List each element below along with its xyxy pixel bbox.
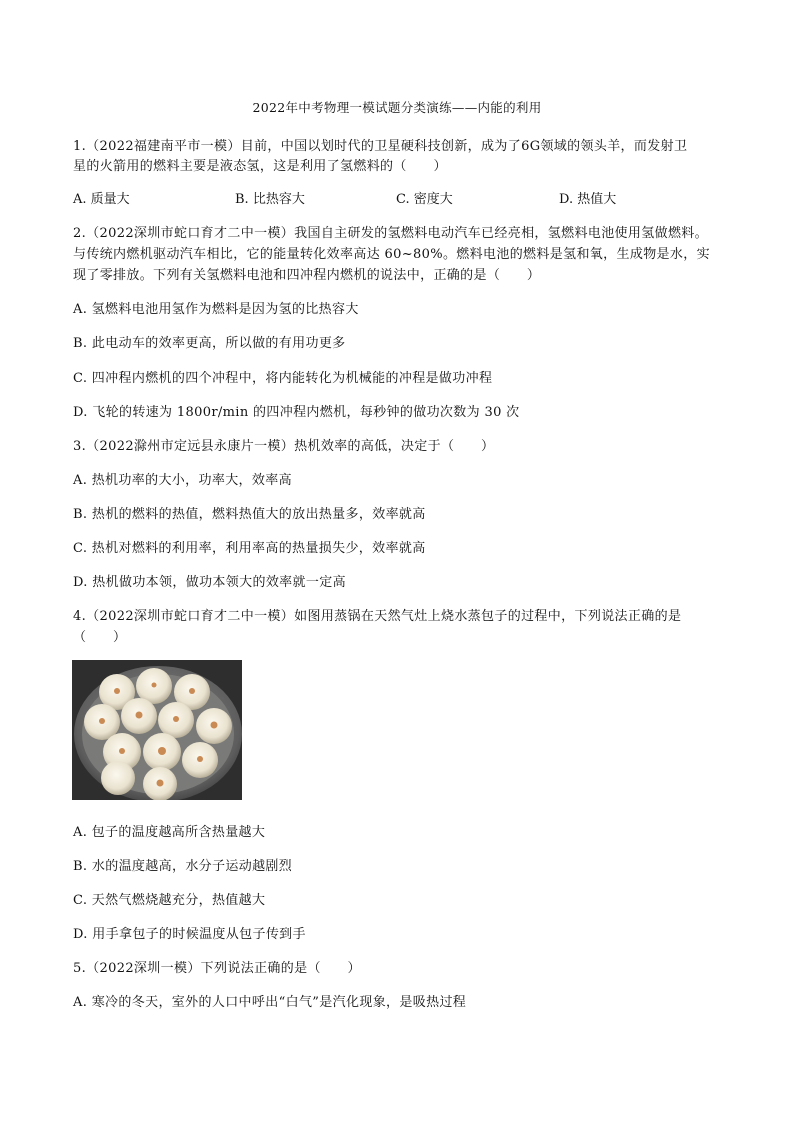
q4-stem-line-2: （ ） <box>73 630 127 645</box>
q2-stem-line-2: 与传统内燃机驱动汽车相比，它的能量转化效率高达 60~80%。燃料电池的燃料是氢和氧，生成物是水，实 <box>73 247 710 262</box>
q5-option-a: A. 寒冷的冬天，室外的人口中呼出“白气”是汽化现象，是吸热过程 <box>73 995 467 1010</box>
q2-stem-line-3: 现了零排放。下列有关氢燃料电池和四冲程内燃机的说法中，正确的是（ ） <box>73 268 541 283</box>
q3-stem-line-1: 3.（2022滁州市定远县永康片一模）热机效率的高低，决定于（ ） <box>73 439 495 454</box>
q1-stem-line-2: 星的火箭用的燃料主要是液态氢，这是利用了氢燃料的（ ） <box>73 159 447 174</box>
q5-stem-line-1: 5.（2022深圳一模）下列说法正确的是（ ） <box>73 961 361 976</box>
steamed-buns-photo <box>72 660 242 800</box>
q4-stem-line-1: 4.（2022深圳市蛇口育才二中一模）如图用蒸锅在天然气灶上烧水蒸包子的过程中，下列说法正确的是 <box>73 609 682 624</box>
q1-stem-line-1: 1.（2022福建南平市一模）目前，中国以划时代的卫星硬科技创新，成为了6G领域的领头羊，而发射卫 <box>73 139 688 154</box>
steamer-illustration <box>72 660 242 800</box>
page-title: 2022年中考物理一模试题分类演练——内能的利用 <box>252 100 542 115</box>
q3-option-c: C. 热机对燃料的利用率，利用率高的热量损失少，效率就高 <box>73 541 426 556</box>
q1-options <box>73 188 733 206</box>
q3-option-d: D. 热机做功本领，做功本领大的效率就一定高 <box>73 575 346 590</box>
q2-option-c: C. 四冲程内燃机的四个冲程中，将内能转化为机械能的冲程是做功冲程 <box>73 371 493 386</box>
q3-option-a: A. 热机功率的大小，功率大，效率高 <box>73 473 292 488</box>
q2-option-b: B. 此电动车的效率更高，所以做的有用功更多 <box>73 336 346 351</box>
q1-option-d: D. 热值大 <box>559 192 617 207</box>
q4-option-b: B. 水的温度越高，水分子运动越剧烈 <box>73 859 293 874</box>
q2-option-d: D. 飞轮的转速为 1800r/min 的四冲程内燃机，每秒钟的做功次数为 30 次 <box>73 405 520 420</box>
q1-option-b: B. 比热容大 <box>235 192 305 207</box>
q4-option-d: D. 用手拿包子的时候温度从包子传到手 <box>73 927 306 942</box>
q1-option-c: C. 密度大 <box>396 192 453 207</box>
q4-option-a: A. 包子的温度越高所含热量越大 <box>73 825 266 840</box>
q1-option-a: A. 质量大 <box>73 192 130 207</box>
q3-option-b: B. 热机的燃料的热值，燃料热值大的放出热量多，效率就高 <box>73 507 426 522</box>
q2-stem-line-1: 2.（2022深圳市蛇口育才二中一模）我国自主研发的氢燃料电动汽车已经亮相，氢燃料电池使用氢做燃料。 <box>73 226 708 241</box>
q4-option-c: C. 天然气燃烧越充分，热值越大 <box>73 893 266 908</box>
q2-option-a: A. 氢燃料电池用氢作为燃料是因为氢的比热容大 <box>73 302 359 317</box>
